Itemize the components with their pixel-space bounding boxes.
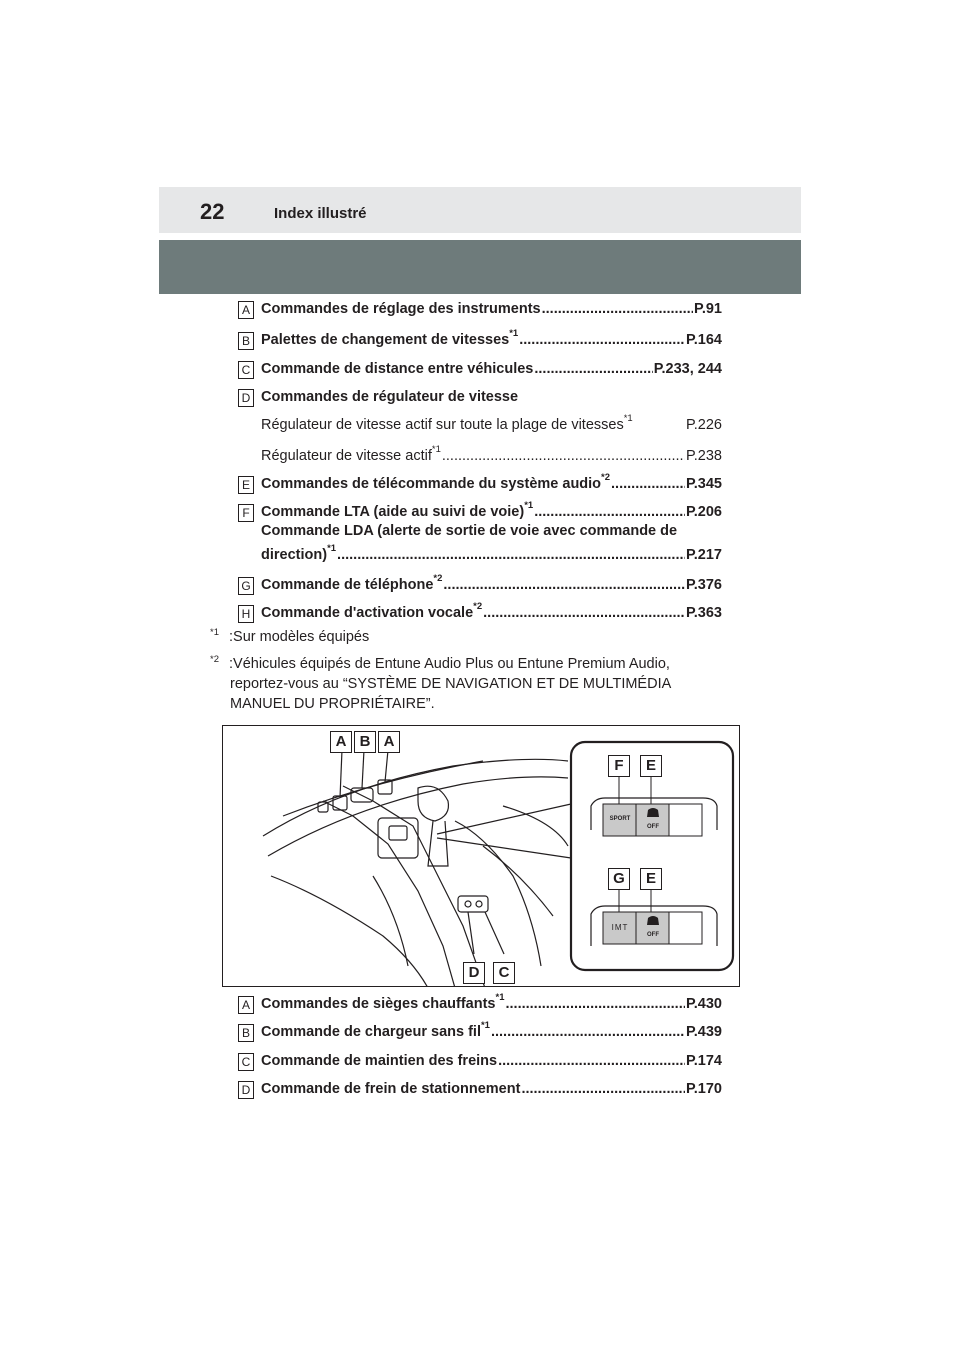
entry-label: Commande de distance entre véhicules — [261, 361, 534, 377]
page-reference[interactable]: P.363 — [685, 605, 722, 621]
callout-g: G — [608, 868, 630, 890]
header-bar — [159, 187, 801, 233]
leader-dots — [498, 1052, 685, 1070]
leader-dots — [483, 604, 685, 622]
footnote-1 — [210, 628, 750, 647]
footnote-2-line2: reportez-vous au “SYSTÈME DE NAVIGATION ET DE MULTIMÉDIA — [230, 676, 672, 692]
callout-b: B — [354, 731, 376, 753]
page-reference[interactable]: P.238 — [685, 448, 722, 464]
letter-badge: A — [238, 301, 254, 319]
page-reference[interactable]: P.206 — [685, 504, 722, 520]
letter-badge: C — [238, 361, 254, 379]
sport-button-label: SPORT — [609, 816, 631, 822]
callout-d: D — [463, 962, 485, 984]
letter-badge: G — [238, 577, 254, 595]
leader-dots — [443, 576, 685, 594]
page-title: Index illustré — [274, 205, 367, 222]
footnote-mark: *1 — [495, 992, 505, 1003]
letter-badge: A — [238, 996, 254, 1014]
footnote-mark: *1 — [623, 413, 633, 424]
page-reference[interactable]: P.164 — [685, 332, 722, 348]
leader-dots — [505, 995, 684, 1013]
entry-label: Commande d'activation vocale$^{*2}$ — [261, 601, 483, 621]
entry-label: Commande de frein de stationnement — [261, 1081, 521, 1097]
entry-label: Commandes de sièges chauffants$^{*1}$ — [261, 992, 505, 1012]
leader-dots — [542, 300, 693, 318]
leader-dots — [521, 1080, 685, 1098]
letter-badge: H — [238, 605, 254, 623]
page-reference[interactable]: P.233, 244 — [653, 361, 722, 377]
footnote-mark: *1 — [431, 444, 441, 455]
letter-badge: D — [238, 1081, 254, 1099]
footnote-mark: *1 — [480, 1020, 490, 1031]
leader-dots — [337, 546, 685, 564]
footnote-mark: *1 — [524, 500, 534, 511]
leader-dots — [491, 1023, 685, 1041]
entry-label: Commande de maintien des freins — [261, 1053, 498, 1069]
footnote-2 — [210, 655, 750, 674]
leader-dots — [534, 360, 652, 378]
page-reference[interactable]: P.91 — [694, 301, 722, 317]
page-reference[interactable]: P.170 — [685, 1081, 722, 1097]
entry-label: Régulateur de vitesse actif$^{*1}$ — [261, 444, 441, 464]
letter-badge: D — [238, 389, 254, 407]
letter-badge: F — [238, 504, 254, 522]
leader-dots — [519, 331, 685, 349]
leader-dots — [611, 475, 685, 493]
letter-badge: B — [238, 1024, 254, 1042]
page-reference[interactable]: P.376 — [685, 577, 722, 593]
leader-dots — [442, 447, 685, 465]
page-reference[interactable]: P.345 — [685, 476, 722, 492]
page-reference[interactable]: P.226 — [685, 417, 722, 433]
entry-label: Commande de chargeur sans fil$^{*1}$ — [261, 1020, 490, 1040]
lda-entry-line1: Commande LDA (alerte de sortie de voie avec commande de — [261, 523, 678, 539]
callout-e: E — [640, 868, 662, 890]
footnote-text: :Sur modèles équipés — [229, 629, 370, 645]
imt-button-label: IMT — [611, 923, 629, 932]
footnote-mark: *2 — [433, 573, 443, 584]
entry-label: Commandes de réglage des instruments — [261, 301, 541, 317]
off-button-label-1: OFF — [647, 824, 659, 830]
entry-label: Commande de téléphone$^{*2}$ — [261, 573, 443, 593]
footnote-text: :Véhicules équipés de Entune Audio Plus ou Entune Premium Audio, — [229, 656, 670, 672]
letter-badge: C — [238, 1053, 254, 1071]
entry-label: direction)$^{*1}$ — [261, 543, 337, 563]
leader-dots — [534, 503, 685, 521]
footnote-mark: *2 — [601, 472, 611, 483]
callout-a: A — [378, 731, 400, 753]
footnote-mark: *2 — [210, 654, 219, 665]
entry-label: Régulateur de vitesse actif sur toute la plage de vitesses$^{*1}$ — [261, 413, 633, 433]
callout-a: A — [330, 731, 352, 753]
section-banner — [159, 240, 801, 294]
entry-label: Commande LTA (aide au suivi de voie)$^{*1}$ — [261, 500, 534, 520]
page-number: 22 — [200, 199, 225, 224]
page-reference[interactable]: P.217 — [685, 547, 722, 563]
entry-label: Palettes de changement de vitesses$^{*1}$ — [261, 328, 519, 348]
footnote-mark: *1 — [210, 627, 219, 638]
footnote-2-line3: MANUEL DU PROPRIÉTAIRE”. — [230, 696, 435, 712]
callout-e: E — [640, 755, 662, 777]
off-button-label-2: OFF — [647, 932, 659, 938]
page-reference[interactable]: P.439 — [685, 1024, 722, 1040]
page-reference[interactable]: P.174 — [685, 1053, 722, 1069]
footnote-mark: *1 — [327, 543, 337, 554]
console-illustration — [222, 725, 740, 987]
callout-c: C — [493, 962, 515, 984]
footnote-mark: *1 — [509, 328, 519, 339]
footnote-mark: *2 — [473, 601, 483, 612]
letter-badge: B — [238, 332, 254, 350]
letter-badge: E — [238, 476, 254, 494]
page-reference[interactable]: P.430 — [685, 996, 722, 1012]
console-drawing — [223, 726, 740, 987]
entry-label: Commandes de télécommande du système audio$^{*2}$ — [261, 472, 611, 492]
callout-f: F — [608, 755, 630, 777]
entry-label: Commandes de régulateur de vitesse — [261, 389, 519, 405]
